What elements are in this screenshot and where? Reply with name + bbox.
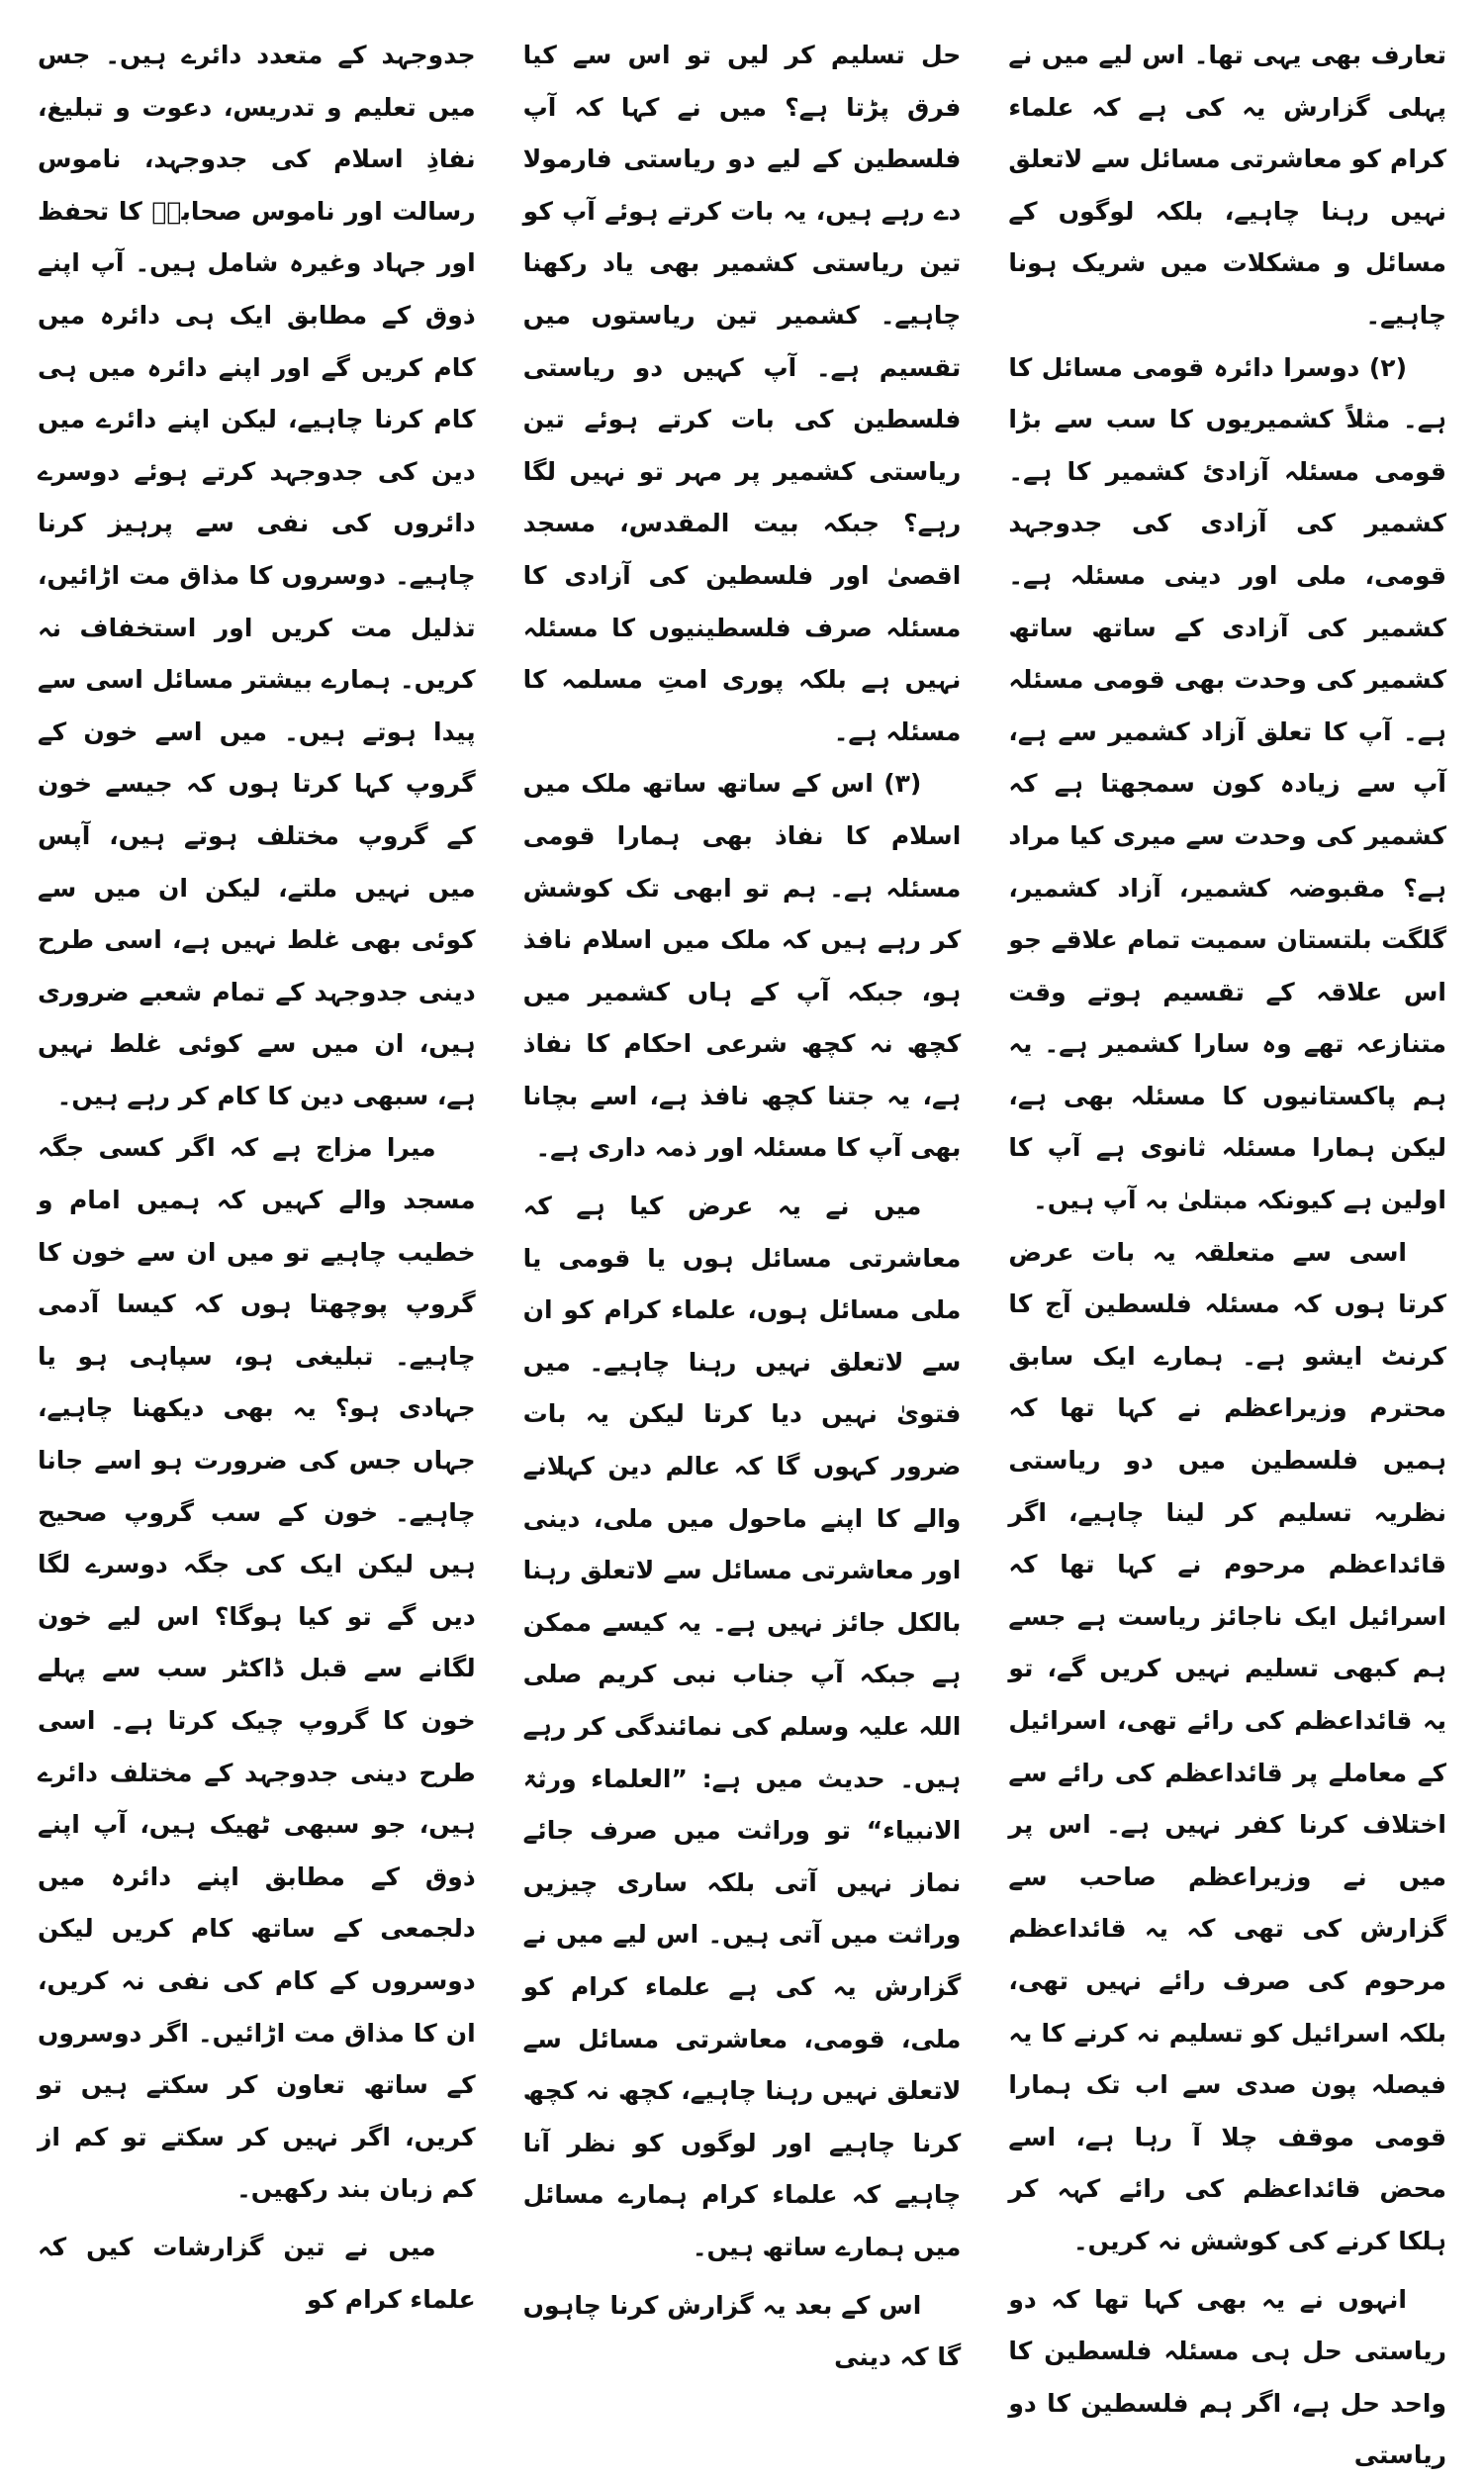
column-left	[37, 30, 476, 2314]
paragraph: میرا مزاج ہے کہ اگر کسی جگہ مسجد والے کہیں کہ ہمیں امام و خطیب چاہیے تو میں ان سے خون کا گروپ پوچھتا ہوں کہ کیسا آدمی چاہیے۔ تبلیغی ہو، سپاہی ہو یا جہادی ہو؟ یہ بھی دیکھنا چاہیے، جہاں جس کی ضرورت ہو اسے جانا چاہیے۔ خون کے سب گروپ صحیح ہیں لیکن ایک کی جگہ دوسرے لگا دیں گے تو کیا ہوگا؟ اس لیے خون لگانے سے قبل ڈاکٹر سب سے پہلے خون کا گروپ چیک کرتا ہے۔ اسی طرح دینی جدوجہد کے مختلف دائرے ہیں، جو سبھی ٹھیک ہیں، آپ اپنے ذوق کے مطابق اپنے دائرہ میں دلجمعی کے ساتھ کام کریں لیکن دوسروں کے کام کی نفی نہ کریں، ان کا مذاق مت اڑائیں۔ اگر دوسروں کے ساتھ تعاون کر سکتے ہیں تو کریں، اگر نہیں کر سکتے تو کم از کم زبان بند رکھیں۔	[37, 1133, 476, 2204]
paragraph: میں نے یہ عرض کیا ہے کہ معاشرتی مسائل ہوں یا قومی یا ملی مسائل ہوں، علماء کرام کو ان سے لاتعلق نہیں رہنا چاہیے۔ میں فتویٰ نہیں دیا کرتا لیکن یہ بات ضرور کہوں گا کہ عالم دین کہلانے والے کا اپنے ماحول میں ملی، دینی اور معاشرتی مسائل سے لاتعلق رہنا بالکل جائز نہیں ہے۔ یہ کیسے ممکن ہے جبکہ آپ جناب نبی کریم صلی اللہ علیہ وسلم کی نمائندگی کر رہے ہیں۔ حدیث میں ہے: ”العلماء ورثۃ الانبیاء“ تو وراثت میں صرف جائے نماز نہیں آتی بلکہ ساری چیزیں وراثت میں آتی ہیں۔ اس لیے میں نے گزارش یہ کی ہے علماء کرام کو ملی، قومی، معاشرتی مسائل سے لاتعلق نہیں رہنا چاہیے، کچھ نہ کچھ کرنا چاہیے اور لوگوں کو نظر آنا چاہیے کہ علماء کرام ہمارے مسائل میں ہمارے ساتھ ہیں۔	[522, 1192, 962, 2261]
text-columns	[37, 30, 1446, 2470]
paragraph: اسی سے متعلقہ یہ بات عرض کرتا ہوں کہ مسئلہ فلسطین آج کا کرنٹ ایشو ہے۔ ہمارے ایک سابق محترم وزیراعظم نے کہا تھا کہ ہمیں فلسطین میں دو ریاستی نظریہ تسلیم کر لینا چاہیے، اگر قائداعظم مرحوم نے کہا تھا کہ اسرائیل ایک ناجائز ریاست ہے جسے ہم کبھی تسلیم نہیں کریں گے، تو یہ قائداعظم کی رائے تھی، اسرائیل کے معاملے پر قائداعظم کی رائے سے اختلاف کرنا کفر نہیں ہے۔ اس پر میں نے وزیراعظم صاحب سے گزارش کی تھی کہ یہ قائداعظم مرحوم کی صرف رائے نہیں تھی، بلکہ اسرائیل کو تسلیم نہ کرنے کا یہ فیصلہ پون صدی سے اب تک ہمارا قومی موقف چلا آ رہا ہے، اسے محض قائداعظم کی رائے کہہ کر ہلکا کرنے کی کوشش نہ کریں۔	[1008, 1237, 1446, 2255]
paragraph: جدوجہد کے متعدد دائرے ہیں۔ جس میں تعلیم و تدریس، دعوت و تبلیغ، نفاذِ اسلام کی جدوجہد، ناموس رسالت اور ناموس صحابہؓ کا تحفظ اور جہاد وغیرہ شامل ہیں۔ آپ اپنے ذوق کے مطابق ایک ہی دائرہ میں کام کریں گے اور اپنے دائرہ میں ہی کام کرنا چاہیے، لیکن اپنے دائرے میں دین کی جدوجہد کرتے ہوئے دوسرے دائروں کی نفی سے پرہیز کرنا چاہیے۔ دوسروں کا مذاق مت اڑائیں، تذلیل مت کریں اور استخفاف نہ کریں۔ ہمارے بیشتر مسائل اسی سے پیدا ہوتے ہیں۔ میں اسے خون کے گروپ کہا کرتا ہوں کہ جیسے خون کے گروپ مختلف ہوتے ہیں، آپس میں نہیں ملتے، لیکن ان میں سے کوئی بھی غلط نہیں ہے، اسی طرح دینی جدوجہد کے تمام شعبے ضروری ہیں، ان میں سے کوئی غلط نہیں ہے، سبھی دین کا کام کر رہے ہیں۔	[37, 41, 476, 1110]
column-right	[1008, 30, 1446, 2470]
paragraph: تعارف بھی یہی تھا۔ اس لیے میں نے پہلی گزارش یہ کی ہے کہ علماء کرام کو معاشرتی مسائل سے لاتعلق نہیں رہنا چاہیے، بلکہ لوگوں کے مسائل و مشکلات میں شریک ہونا چاہیے۔	[1008, 41, 1446, 330]
paragraph: (۲) دوسرا دائرہ قومی مسائل کا ہے۔ مثلاً کشمیریوں کا سب سے بڑا قومی مسئلہ آزادیٔ کشمیر کا ہے۔ کشمیر کی آزادی کی جدوجہد قومی، ملی اور دینی مسئلہ ہے۔ کشمیر کی آزادی کے ساتھ ساتھ کشمیر کی وحدت بھی قومی مسئلہ ہے۔ آپ کا تعلق آزاد کشمیر سے ہے، آپ سے زیادہ کون سمجھتا ہے کہ کشمیر کی وحدت سے میری کیا مراد ہے؟ مقبوضہ کشمیر، آزاد کشمیر، گلگت بلتستان سمیت تمام علاقے جو اس علاقہ کے تقسیم ہوتے وقت متنازعہ تھے وہ سارا کشمیر ہے۔ یہ ہم پاکستانیوں کا مسئلہ بھی ہے، لیکن ہمارا مسئلہ ثانوی ہے آپ کا اولین ہے کیونکہ مبتلیٰ بہ آپ ہیں۔	[1008, 352, 1446, 1215]
column-middle	[522, 30, 962, 2372]
paragraph: میں نے تین گزارشات کیں کہ علماء کرام کو	[37, 2232, 476, 2314]
paragraph: حل تسلیم کر لیں تو اس سے کیا فرق پڑتا ہے؟ میں نے کہا کہ آپ فلسطین کے لیے دو ریاستی فارمولا دے رہے ہیں، یہ بات کرتے ہوئے آپ کو تین ریاستی کشمیر بھی یاد رکھنا چاہیے۔ کشمیر تین ریاستوں میں تقسیم ہے۔ آپ کہیں دو ریاستی فلسطین کی بات کرتے ہوئے تین ریاستی کشمیر پر مہر تو نہیں لگا رہے؟ جبکہ بیت المقدس، مسجد اقصیٰ اور فلسطین کی آزادی کا مسئلہ صرف فلسطینیوں کا مسئلہ نہیں ہے بلکہ پوری امتِ مسلمہ کا مسئلہ ہے۔	[522, 41, 962, 746]
paragraph: اس کے بعد یہ گزارش کرنا چاہوں گا کہ دینی	[522, 2290, 962, 2372]
paragraph: (۳) اس کے ساتھ ساتھ ملک میں اسلام کا نفاذ بھی ہمارا قومی مسئلہ ہے۔ ہم تو ابھی تک کوشش کر رہے ہیں کہ ملک میں اسلام نافذ ہو، جبکہ آپ کے ہاں کشمیر میں کچھ نہ کچھ شرعی احکام کا نفاذ ہے، یہ جتنا کچھ نافذ ہے، اسے بچانا بھی آپ کا مسئلہ اور ذمہ داری ہے۔	[522, 769, 962, 1163]
paragraph: انہوں نے یہ بھی کہا تھا کہ دو ریاستی حل ہی مسئلہ فلسطین کا واحد حل ہے، اگر ہم فلسطین کا دو ریاستی	[1008, 2284, 1446, 2470]
